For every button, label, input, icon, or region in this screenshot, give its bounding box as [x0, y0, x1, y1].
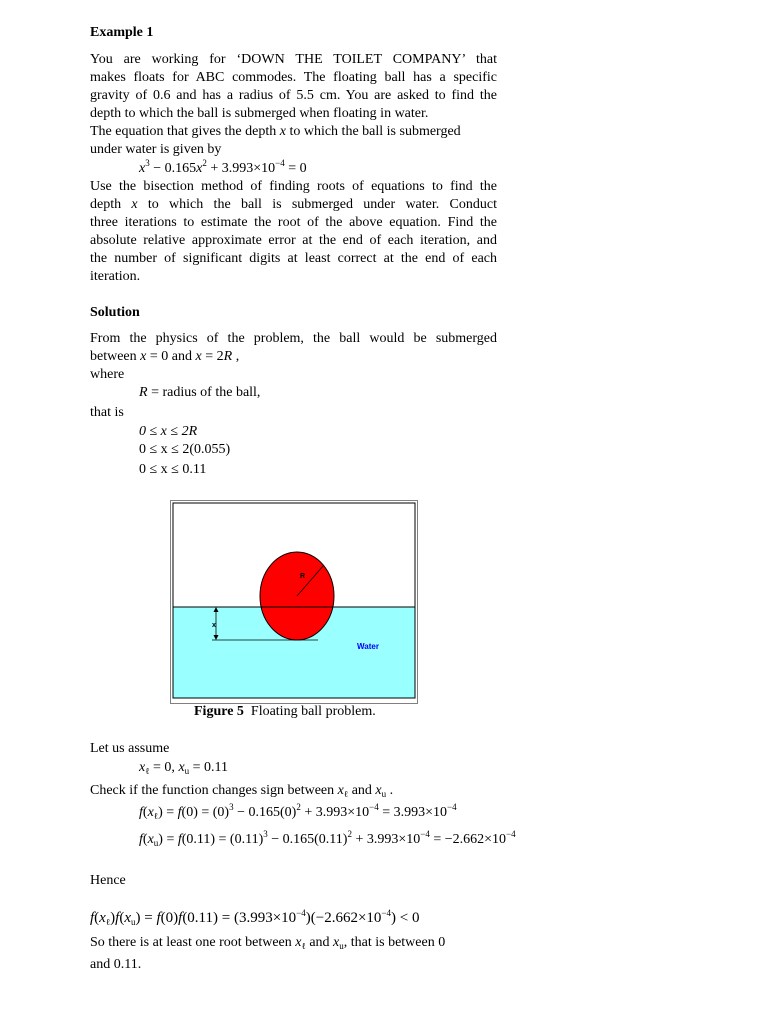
radius-definition: R = radius of the ball,: [139, 385, 261, 400]
problem-line-3: gravity of 0.6 and has a radius of 5.5 cm. You are asked to find the: [90, 88, 497, 103]
f-upper-equation: $f(x_u) = f(0.11) = (0.11)^3 - 0.165(0.11)^2 + 3.993\times 10^{-4} = -2.662\times 10^{-4}$: [139, 829, 516, 848]
assume-equation: $x_\ell = 0$, $x_u = 0.11$: [139, 760, 229, 776]
task-line-5: the number of significant digits at least correct at the end of each: [90, 251, 497, 266]
figure-caption: Figure 5 Floating ball problem.: [194, 704, 376, 719]
conclusion-line-2: and 0.11.: [90, 957, 142, 972]
problem-line-2: makes floats for ABC commodes. The floating ball has a specific: [90, 70, 497, 85]
assume-text: Let us assume: [90, 741, 170, 756]
physics-line-2: between x = 0 and x = 2R ,: [90, 349, 240, 364]
radius-label: R: [300, 573, 306, 580]
equation-intro-line-2: under water is given by: [90, 142, 222, 157]
hence-text: Hence: [90, 873, 126, 888]
that-is-text: that is: [90, 405, 124, 420]
task-line-2: depth x to which the ball is submerged under water. Conduct: [90, 197, 497, 212]
task-line-4: absolute relative approximate error at the end of each iteration, and: [90, 233, 497, 248]
solution-heading: Solution: [90, 305, 140, 320]
product-equation: $f(x_\ell)f(x_u) = f(0)f(0.11) = (3.993\times 10^{-4})(-2.662\times 10^{-4}) < 0$: [90, 908, 420, 927]
water-label: Water: [357, 642, 379, 651]
task-line-6: iteration.: [90, 269, 141, 284]
task-line-1: Use the bisection method of finding roots of equations to find the: [90, 179, 497, 194]
problem-line-4: depth to which the ball is submerged when floating in water.: [90, 106, 429, 121]
problem-line-1: You are working for ‘DOWN THE TOILET COMPANY’ that: [90, 52, 497, 67]
depth-label: x: [212, 622, 216, 629]
check-sign-line: Check if the function changes sign between $x_\ell$ and $x_u$ .: [90, 783, 394, 799]
inequality-2: 0 ≤ x ≤ 2(0.055): [139, 442, 231, 457]
inequality-3: 0 ≤ x ≤ 0.11: [139, 462, 207, 477]
equation-intro-line: The equation that gives the depth x to which the ball is submerged: [90, 124, 461, 139]
floating-ball-figure: [170, 500, 418, 704]
conclusion-line-1: So there is at least one root between $x_\ell$ and $x_u$, that is between 0: [90, 935, 446, 951]
f-lower-equation: $f(x_\ell) = f(0) = (0)^3 - 0.165(0)^2 + 3.993\times 10^{-4} = 3.993\times 10^{-4}$: [139, 802, 457, 821]
task-line-3: three iterations to estimate the root of the above equation. Find the: [90, 215, 497, 230]
inequality-1: 0 ≤ x ≤ 2R: [139, 424, 198, 439]
main-equation: $x^3 - 0.165x^2 + 3.993\times 10^{-4} = 0$: [139, 158, 307, 176]
where-text: where: [90, 367, 125, 382]
example-heading: Example 1: [90, 25, 154, 40]
physics-line-1: From the physics of the problem, the ball would be submerged: [90, 331, 497, 346]
